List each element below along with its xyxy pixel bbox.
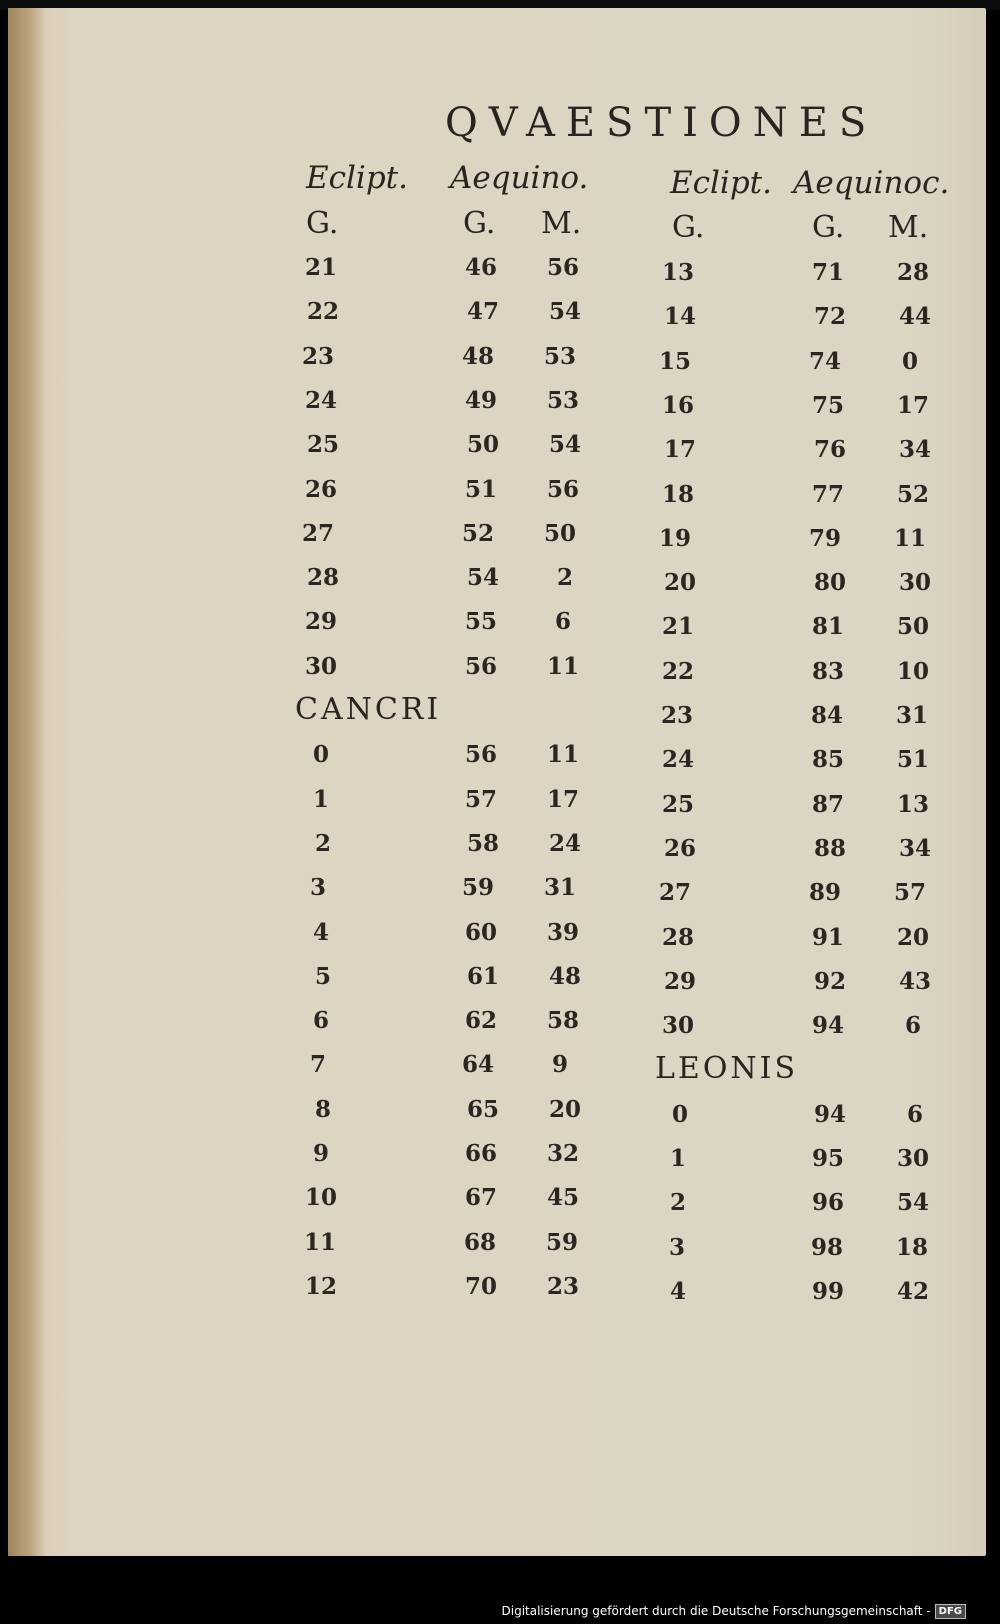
equinoctial-degree-cell: 88 <box>813 834 846 862</box>
equinoctial-minute-cell: 54 <box>548 431 581 459</box>
equinoctial-minute-cell: 28 <box>896 259 929 286</box>
equinoctial-degree-cell: 89 <box>808 879 841 907</box>
equinoctial-degree-cell: 57 <box>464 785 497 813</box>
ecliptic-degree-cell: 28 <box>661 923 694 951</box>
ecliptic-degree-cell: 5 <box>314 962 331 990</box>
ecliptic-degree-cell: 12 <box>304 1272 337 1300</box>
footer <box>502 1601 967 1621</box>
ecliptic-degree-cell: 7 <box>309 1051 326 1079</box>
equinoctial-degree-cell: 75 <box>811 391 844 419</box>
equinoctial-degree-cell: 48 <box>461 342 494 370</box>
ecliptic-degree-cell: 3 <box>309 874 326 902</box>
equinoctial-minute-cell: 23 <box>546 1272 579 1300</box>
equinoctial-degree-cell: 60 <box>464 918 497 946</box>
equinoctial-minute-cell: 24 <box>548 829 581 857</box>
equinoctial-degree-cell: 55 <box>464 608 497 636</box>
ecliptic-degree-cell: 15 <box>658 347 691 375</box>
equinoctial-minute-cell: 48 <box>548 962 581 990</box>
equinoctial-minute-cell: 2 <box>556 564 573 592</box>
equinoctial-degree-cell: 49 <box>464 386 497 414</box>
equinoctial-degree-cell: 85 <box>811 746 844 774</box>
equinoctial-degree-cell: 56 <box>464 652 497 680</box>
equinoctial-degree-cell: 81 <box>811 613 844 641</box>
left-eclipt-header: Eclipt. <box>306 160 408 196</box>
equinoctial-minute-cell: 18 <box>895 1233 928 1261</box>
equinoctial-degree-cell: 71 <box>811 259 844 286</box>
equinoctial-minute-cell: 13 <box>896 790 929 818</box>
equinoctial-minute-cell: 53 <box>543 342 576 370</box>
equinoctial-minute-cell: 30 <box>896 1145 929 1172</box>
equinoctial-minute-cell: 59 <box>545 1228 578 1256</box>
equinoctial-minute-cell: 57 <box>893 879 926 907</box>
equinoctial-minute-cell: 56 <box>546 475 579 503</box>
equinoctial-degree-cell: 76 <box>813 436 846 464</box>
ecliptic-degree-cell: 26 <box>304 475 337 503</box>
ecliptic-degree-cell: 23 <box>660 702 693 729</box>
equinoctial-degree-cell: 74 <box>808 347 841 375</box>
equinoctial-minute-cell: 42 <box>896 1277 929 1305</box>
ecliptic-degree-cell: 0 <box>312 741 329 769</box>
ecliptic-degree-cell: 23 <box>301 342 334 370</box>
equinoctial-minute-cell: 20 <box>548 1095 581 1123</box>
ecliptic-degree-cell: 8 <box>314 1095 331 1123</box>
ecliptic-degree-cell: 1 <box>312 785 329 813</box>
equinoctial-degree-cell: 62 <box>464 1007 497 1035</box>
ecliptic-degree-cell: 1 <box>669 1145 686 1172</box>
ecliptic-degree-cell: 9 <box>312 1140 329 1167</box>
equinoctial-minute-cell: 50 <box>543 519 576 547</box>
equinoctial-minute-cell: 9 <box>551 1051 568 1079</box>
equinoctial-degree-cell: 98 <box>810 1233 843 1261</box>
equinoctial-minute-cell: 52 <box>896 480 929 508</box>
page-heading: QVAESTIONES <box>445 100 878 146</box>
left-aequino-g-header: G. <box>463 206 496 241</box>
ecliptic-degree-cell: 19 <box>658 524 691 552</box>
equinoctial-minute-cell: 17 <box>546 785 579 813</box>
equinoctial-degree-cell: 56 <box>464 741 497 769</box>
equinoctial-minute-cell: 51 <box>896 746 929 774</box>
left-aequino-m-header: M. <box>541 206 582 241</box>
equinoctial-minute-cell: 56 <box>546 254 579 281</box>
equinoctial-minute-cell: 31 <box>543 874 576 902</box>
ecliptic-degree-cell: 11 <box>303 1228 336 1256</box>
equinoctial-minute-cell: 0 <box>901 347 918 375</box>
equinoctial-degree-cell: 80 <box>813 569 846 597</box>
equinoctial-degree-cell: 84 <box>810 702 843 729</box>
equinoctial-minute-cell: 53 <box>546 386 579 414</box>
ecliptic-degree-cell: 2 <box>669 1189 686 1217</box>
equinoctial-degree-cell: 87 <box>811 790 844 818</box>
page-spine-shadow <box>8 8 46 1556</box>
sign-label: CANCRI <box>295 692 442 727</box>
ecliptic-degree-cell: 27 <box>658 879 691 907</box>
footer-credit: Digitalisierung gefördert durch die Deutsche Forschungsgemeinschaft - <box>501 1604 931 1618</box>
equinoctial-degree-cell: 72 <box>813 303 846 331</box>
right-eclipt-header: Eclipt. <box>670 165 772 201</box>
ecliptic-degree-cell: 18 <box>661 480 694 508</box>
equinoctial-degree-cell: 94 <box>811 1012 844 1040</box>
equinoctial-minute-cell: 10 <box>896 657 929 685</box>
equinoctial-degree-cell: 51 <box>464 475 497 503</box>
ecliptic-degree-cell: 26 <box>663 834 696 862</box>
equinoctial-minute-cell: 6 <box>904 1012 921 1040</box>
equinoctial-degree-cell: 46 <box>464 254 497 281</box>
ecliptic-degree-cell: 6 <box>312 1007 329 1035</box>
ecliptic-degree-cell: 27 <box>301 519 334 547</box>
ecliptic-degree-cell: 22 <box>306 298 339 326</box>
equinoctial-degree-cell: 61 <box>466 962 499 990</box>
ecliptic-degree-cell: 24 <box>304 386 337 414</box>
equinoctial-degree-cell: 59 <box>461 874 494 902</box>
equinoctial-degree-cell: 64 <box>461 1051 494 1079</box>
ecliptic-degree-cell: 25 <box>661 790 694 818</box>
ecliptic-degree-cell: 16 <box>661 391 694 419</box>
ecliptic-degree-cell: 3 <box>668 1233 685 1261</box>
right-aequino-m-header: M. <box>888 210 929 245</box>
equinoctial-degree-cell: 68 <box>463 1228 496 1256</box>
equinoctial-degree-cell: 66 <box>464 1140 497 1167</box>
equinoctial-minute-cell: 20 <box>896 923 929 951</box>
equinoctial-degree-cell: 50 <box>466 431 499 459</box>
equinoctial-degree-cell: 54 <box>466 564 499 592</box>
equinoctial-minute-cell: 11 <box>546 741 579 769</box>
equinoctial-minute-cell: 6 <box>906 1100 923 1128</box>
equinoctial-minute-cell: 58 <box>546 1007 579 1035</box>
equinoctial-degree-cell: 47 <box>466 298 499 326</box>
equinoctial-minute-cell: 17 <box>896 391 929 419</box>
ecliptic-degree-cell: 20 <box>663 569 696 597</box>
equinoctial-degree-cell: 96 <box>811 1189 844 1217</box>
ecliptic-degree-cell: 30 <box>661 1012 694 1040</box>
ecliptic-degree-cell: 30 <box>304 652 337 680</box>
equinoctial-degree-cell: 83 <box>811 657 844 685</box>
dfg-logo: DFG <box>935 1604 966 1619</box>
equinoctial-degree-cell: 91 <box>811 923 844 951</box>
equinoctial-minute-cell: 30 <box>898 569 931 597</box>
sign-label: LEONIS <box>655 1051 799 1087</box>
ecliptic-degree-cell: 13 <box>661 259 694 286</box>
ecliptic-degree-cell: 4 <box>669 1277 686 1305</box>
equinoctial-minute-cell: 34 <box>898 436 931 464</box>
equinoctial-degree-cell: 58 <box>466 829 499 857</box>
equinoctial-minute-cell: 45 <box>546 1184 579 1212</box>
ecliptic-degree-cell: 25 <box>306 431 339 459</box>
ecliptic-degree-cell: 28 <box>306 564 339 592</box>
ecliptic-degree-cell: 14 <box>663 303 696 331</box>
ecliptic-degree-cell: 29 <box>304 608 337 636</box>
equinoctial-minute-cell: 32 <box>546 1140 579 1167</box>
equinoctial-minute-cell: 43 <box>898 967 931 995</box>
equinoctial-degree-cell: 52 <box>461 519 494 547</box>
equinoctial-degree-cell: 92 <box>813 967 846 995</box>
left-aequino-header: Aequino. <box>450 160 589 196</box>
ecliptic-degree-cell: 2 <box>314 829 331 857</box>
right-aequino-g-header: G. <box>812 210 845 245</box>
ecliptic-degree-cell: 29 <box>663 967 696 995</box>
equinoctial-minute-cell: 11 <box>546 652 579 680</box>
ecliptic-degree-cell: 10 <box>304 1184 337 1212</box>
right-aequinoc-header: Aequinoc. <box>793 165 950 201</box>
ecliptic-degree-cell: 0 <box>671 1100 688 1128</box>
ecliptic-degree-cell: 17 <box>663 436 696 464</box>
equinoctial-degree-cell: 94 <box>813 1100 846 1128</box>
ecliptic-degree-cell: 21 <box>661 613 694 641</box>
equinoctial-minute-cell: 39 <box>546 918 579 946</box>
left-eclipt-g-header: G. <box>306 206 339 241</box>
equinoctial-degree-cell: 67 <box>464 1184 497 1212</box>
ecliptic-degree-cell: 4 <box>312 918 329 946</box>
equinoctial-degree-cell: 77 <box>811 480 844 508</box>
ecliptic-degree-cell: 22 <box>661 657 694 685</box>
equinoctial-degree-cell: 65 <box>466 1095 499 1123</box>
equinoctial-degree-cell: 95 <box>811 1145 844 1172</box>
equinoctial-degree-cell: 79 <box>808 524 841 552</box>
equinoctial-degree-cell: 99 <box>811 1277 844 1305</box>
equinoctial-degree-cell: 70 <box>464 1272 497 1300</box>
equinoctial-minute-cell: 44 <box>898 303 931 331</box>
equinoctial-minute-cell: 11 <box>893 524 926 552</box>
equinoctial-minute-cell: 6 <box>554 608 571 636</box>
equinoctial-minute-cell: 31 <box>895 702 928 729</box>
ecliptic-degree-cell: 24 <box>661 746 694 774</box>
ecliptic-degree-cell: 21 <box>304 254 337 281</box>
equinoctial-minute-cell: 54 <box>548 298 581 326</box>
right-eclipt-g-header: G. <box>672 210 705 245</box>
equinoctial-minute-cell: 34 <box>898 834 931 862</box>
equinoctial-minute-cell: 54 <box>896 1189 929 1217</box>
equinoctial-minute-cell: 50 <box>896 613 929 641</box>
